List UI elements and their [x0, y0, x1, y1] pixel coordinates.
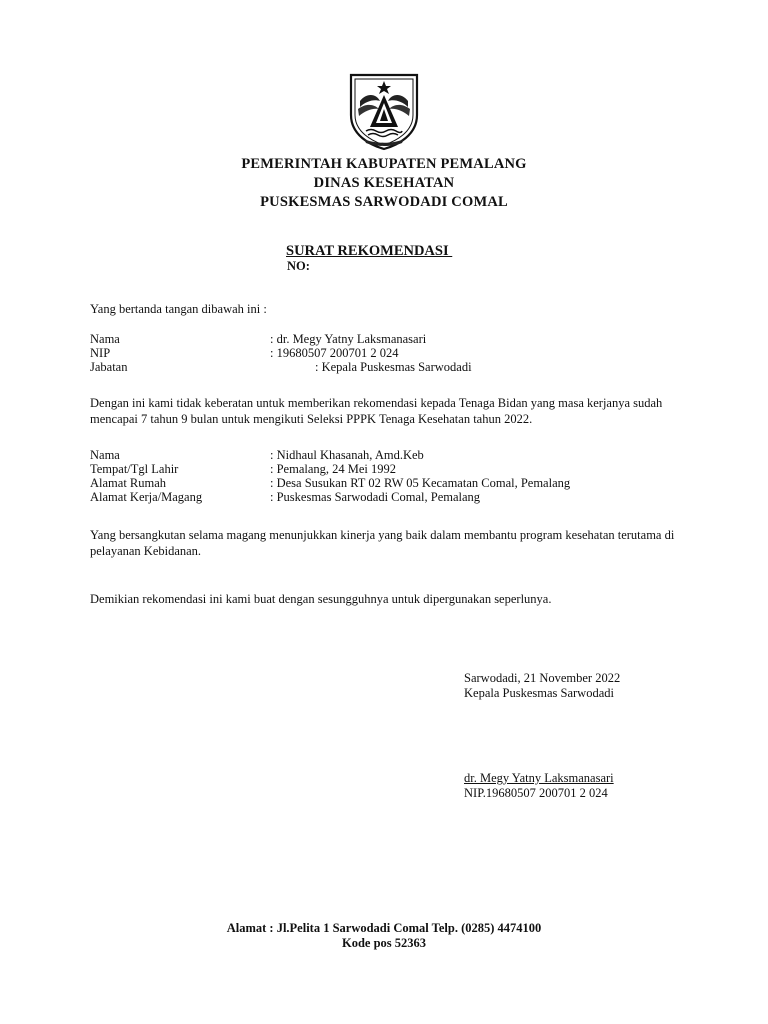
footer-address: Alamat : Jl.Pelita 1 Sarwodadi Comal Telp. (0285) 4474100	[226, 921, 542, 935]
intro-text: Yang bertanda tangan dibawah ini :	[90, 302, 267, 316]
candidate-home-label: Alamat Rumah	[90, 476, 167, 490]
candidate-work-label: Alamat Kerja/Magang	[90, 490, 203, 504]
performance-paragraph: Yang bersangkutan selama magang menunjukkan kinerja yang baik dalam membantu program kesehatan terutama di pelayanan Kebidanan.	[90, 528, 675, 558]
candidate-birth-row	[90, 462, 396, 476]
letterhead-clinic: PUSKESMAS SARWODADI COMAL	[260, 194, 508, 210]
candidate-home-row	[90, 476, 570, 490]
candidate-birth-value: : Pemalang, 24 Mei 1992	[270, 462, 397, 476]
signer-nip-value: : 19680507 200701 2 024	[270, 346, 399, 360]
letterhead-government: PEMERINTAH KABUPATEN PEMALANG	[241, 156, 527, 172]
signature-office: Kepala Puskesmas Sarwodadi	[464, 686, 614, 700]
candidate-work-row	[90, 490, 480, 504]
signer-nip-row	[90, 346, 398, 360]
candidate-birth-label: Tempat/Tgl Lahir	[90, 462, 179, 476]
signer-position-row	[90, 360, 472, 374]
signer-name-label: Nama	[90, 332, 120, 346]
candidate-name-value: : Nidhaul Khasanah, Amd.Keb	[270, 448, 424, 462]
pemalang-emblem-icon	[346, 71, 422, 151]
signer-position-label: Jabatan	[90, 360, 128, 374]
signer-nip-label: NIP	[90, 346, 111, 360]
signer-position-value: : Kepala Puskesmas Sarwodadi	[315, 360, 472, 374]
signature-nip: NIP.19680507 200701 2 024	[464, 786, 608, 800]
footer-postal-code: Kode pos 52363	[341, 936, 427, 950]
candidate-name-label: Nama	[90, 448, 120, 462]
candidate-home-value: : Desa Susukan RT 02 RW 05 Kecamatan Comal, Pemalang	[270, 476, 571, 490]
letter-number-label: NO:	[287, 259, 310, 273]
statement-paragraph: Dengan ini kami tidak keberatan untuk memberikan rekomendasi kepada Tenaga Bidan yang masa kerjanya sudah mencapai 7 tahun 9 bulan untuk mengikuti Seleksi PPPK Tenaga Kesehatan tahun 2022.	[90, 396, 663, 426]
signature-place-date: Sarwodadi, 21 November 2022	[464, 671, 621, 685]
letter-title: SURAT REKOMENDASI	[286, 243, 453, 259]
closing-paragraph: Demikian rekomendasi ini kami buat dengan sesungguhnya untuk dipergunakan seperlunya.	[90, 592, 552, 606]
candidate-work-value: : Puskesmas Sarwodadi Comal, Pemalang	[270, 490, 481, 504]
signature-name: dr. Megy Yatny Laksmanasari	[464, 771, 614, 785]
candidate-name-row	[90, 448, 424, 462]
signer-name-value: : dr. Megy Yatny Laksmanasari	[270, 332, 427, 346]
signer-name-row	[90, 332, 426, 346]
letterhead-department: DINAS KESEHATAN	[313, 175, 455, 191]
